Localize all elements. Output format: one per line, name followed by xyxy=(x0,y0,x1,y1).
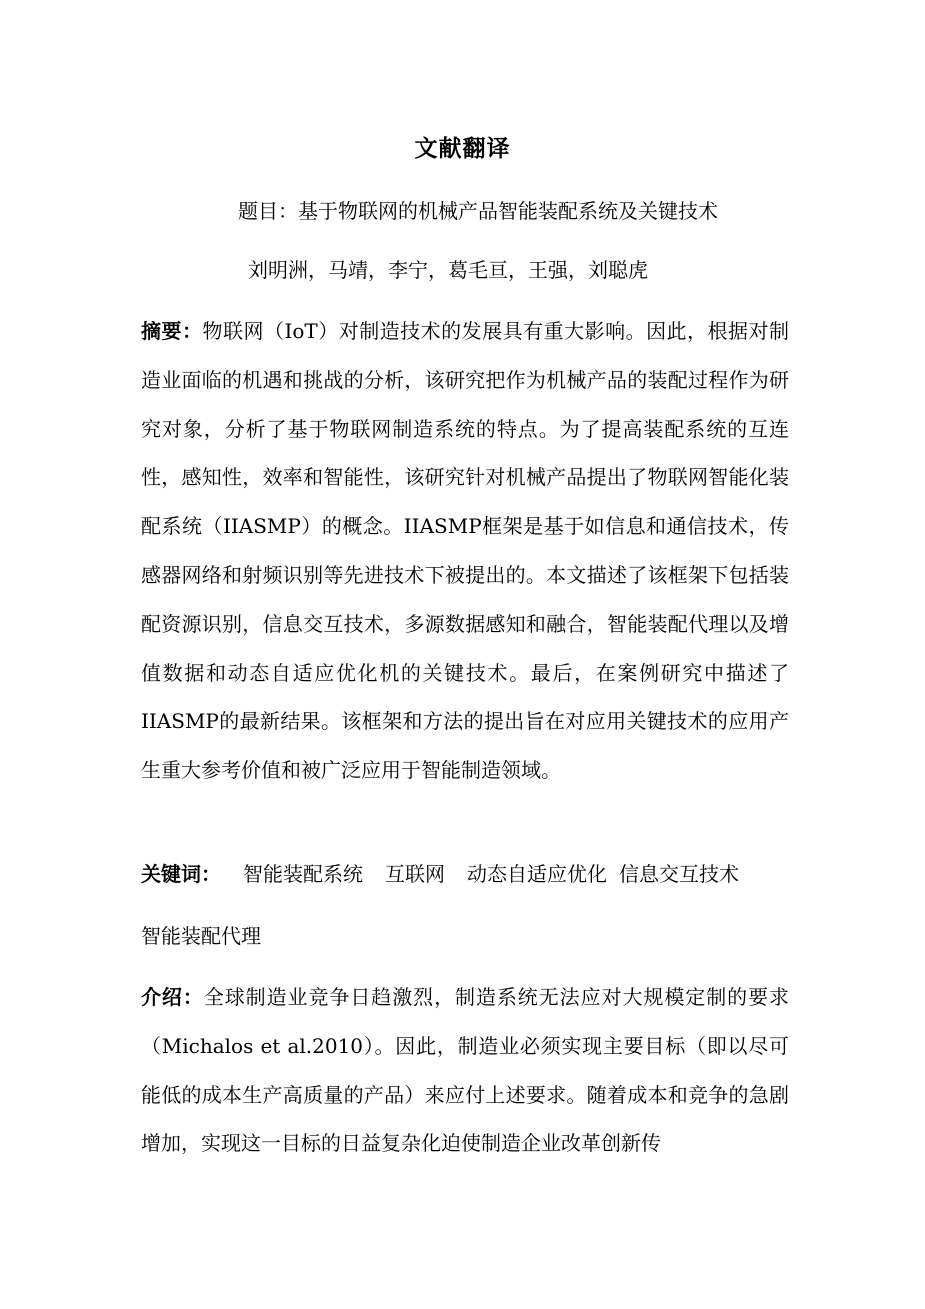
document-title: 文献翻译 xyxy=(414,136,511,162)
keywords-line xyxy=(141,857,739,891)
keyword-item: 智能装配系统 xyxy=(243,862,363,886)
abstract-text: 物联网（IoT）对制造技术的发展具有重大影响。因此，根据对制造业面临的机遇和挑战的分析，该研究把作为机械产品的装配过程作为研究对象，分析了基于物联网制造系统的特点。为了提高装配系统的互连性，感知性，效率和智能性，该研究针对机械产品提出了物联网智能化装配系统（IIASMP）的概念。IIASMP框架是基于如信息和通信技术，传感器网络和射频识别等先进技术下被提出的。本文描述了该框架下包括装配资源识别，信息交互技术，多源数据感知和融合，智能装配代理以及增值数据和动态自适应优化机的关键技术。最后，在案例研究中描述了IIASMP的最新结果。该框架和方法的提出旨在对应用关键技术的应用产生重大参考价值和被广泛应用于智能制造领域。 xyxy=(141,319,790,783)
introduction-text: 全球制造业竞争日趋激烈，制造系统无法应对大规模定制的要求（Michalos et al.2010）。因此，制造业必须实现主要目标（即以尽可能低的成本生产高质量的产品）来应付上述要求。随着成本和竞争的急剧增加，实现这一目标的日益复杂化迫使制造企业改革创新传 xyxy=(141,985,790,1156)
keywords-line-2 xyxy=(141,919,261,953)
abstract-paragraph xyxy=(141,307,789,795)
abstract-label: 摘要： xyxy=(141,319,203,343)
keywords-label: 关键词： xyxy=(141,862,221,886)
keyword-item: 信息交互技术 xyxy=(619,862,739,886)
introduction-paragraph xyxy=(141,973,789,1168)
keyword-item: 智能装配代理 xyxy=(141,924,261,948)
author-list: 刘明洲，马靖，李宁，葛毛亘，王强，刘聪虎 xyxy=(248,258,648,282)
introduction-label: 介绍： xyxy=(141,985,204,1009)
keyword-item: 动态自适应优化 xyxy=(467,862,607,886)
keyword-item: 互联网 xyxy=(385,862,445,886)
paper-subtitle: 题目：基于物联网的机械产品智能装配系统及关键技术 xyxy=(238,199,718,223)
